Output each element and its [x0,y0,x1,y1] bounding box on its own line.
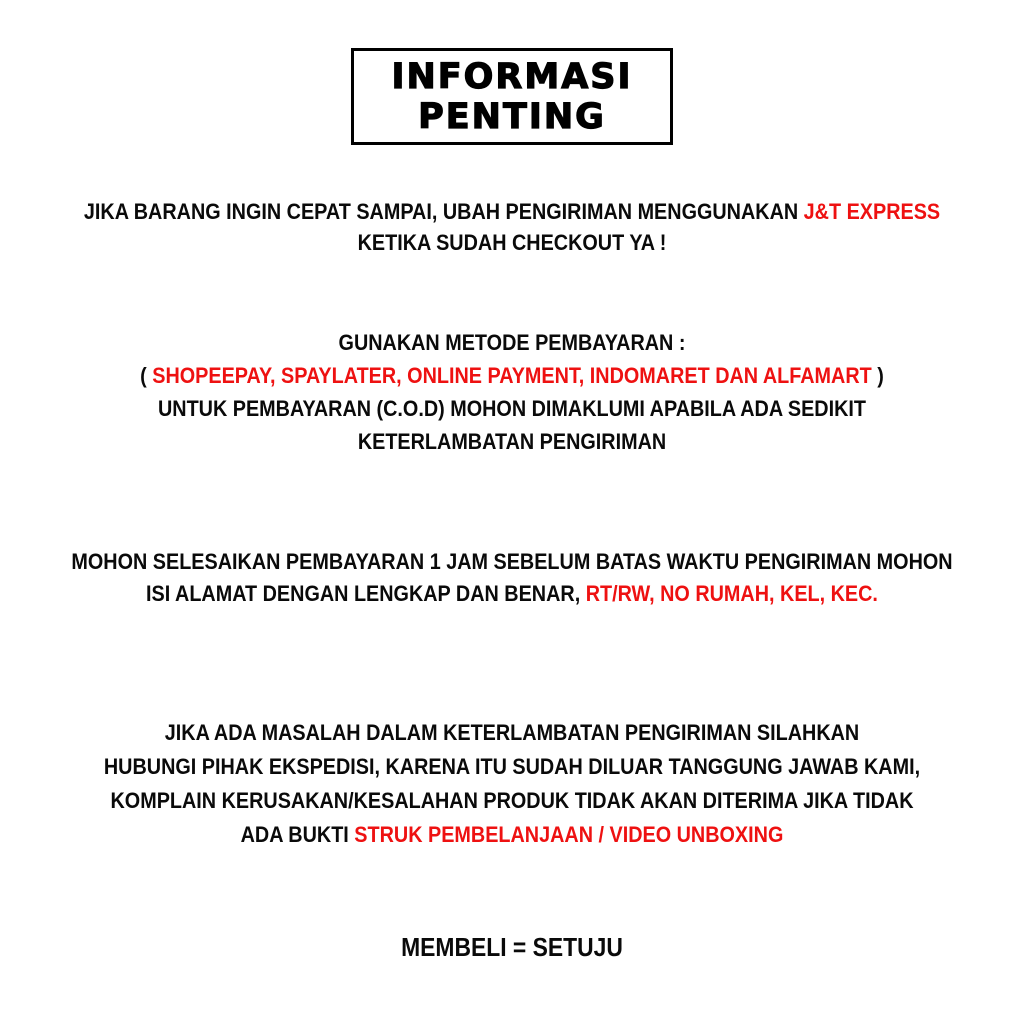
text-segment: ( [140,363,153,388]
text-segment: ADA BUKTI [240,822,355,847]
highlight-segment: SHOPEEPAY, SPAYLATER, ONLINE PAYMENT, INDOMARET DAN ALFAMART [152,363,872,388]
notice-payment-methods [0,326,1024,458]
notice-line [51,425,973,458]
text-segment: JIKA BARANG INGIN CEPAT SAMPAI, UBAH PENGIRIMAN MENGGUNAKAN [83,199,804,224]
notice-line [51,818,973,852]
text-segment: UNTUK PEMBAYARAN (C.O.D) MOHON DIMAKLUMI APABILA ADA SEDIKIT [157,396,867,421]
text-segment: JIKA ADA MASALAH DALAM KETERLAMBATAN PENGIRIMAN SILAHKAN [164,720,860,745]
notice-line [51,227,973,258]
text-segment: HUBUNGI PIHAK EKSPEDISI, KARENA ITU SUDAH DILUAR TANGGUNG JAWAB KAMI, [103,754,921,779]
text-segment: ) [871,363,884,388]
notice-line [51,326,973,359]
text-segment: KETIKA SUDAH CHECKOUT YA ! [357,230,667,255]
important-info-badge [351,48,673,145]
notice-deadline-address [0,546,1024,610]
text-segment: KOMPLAIN KERUSAKAN/KESALAHAN PRODUK TIDAK AKAN DITERIMA JIKA TIDAK [110,788,914,813]
notice-line [51,784,973,818]
notice-complaint-policy [0,716,1024,852]
notice-line [51,716,973,750]
text-segment: ISI ALAMAT DENGAN LENGKAP DAN BENAR, [146,581,586,606]
notice-line [51,196,973,227]
highlight-segment: RT/RW, NO RUMAH, KEL, KEC. [585,581,878,606]
text-segment: KETERLAMBATAN PENGIRIMAN [357,429,667,454]
notice-line [51,578,973,610]
notice-line [51,392,973,425]
notice-line [51,546,973,578]
agreement-statement: MEMBELI = SETUJU [401,932,623,962]
highlight-segment: J&T EXPRESS [803,199,941,224]
badge-title-line-1: INFORMASI [391,56,633,97]
text-segment: MOHON SELESAIKAN PEMBAYARAN 1 JAM SEBELUM BATAS WAKTU PENGIRIMAN MOHON [71,549,953,574]
highlight-segment: STRUK PEMBELANJAAN / VIDEO UNBOXING [354,822,784,847]
notice-shipping [0,196,1024,258]
text-segment: GUNAKAN METODE PEMBAYARAN : [338,330,686,355]
notice-line [51,750,973,784]
badge-title-line-2: PENTING [418,96,606,137]
notice-line [51,359,973,392]
